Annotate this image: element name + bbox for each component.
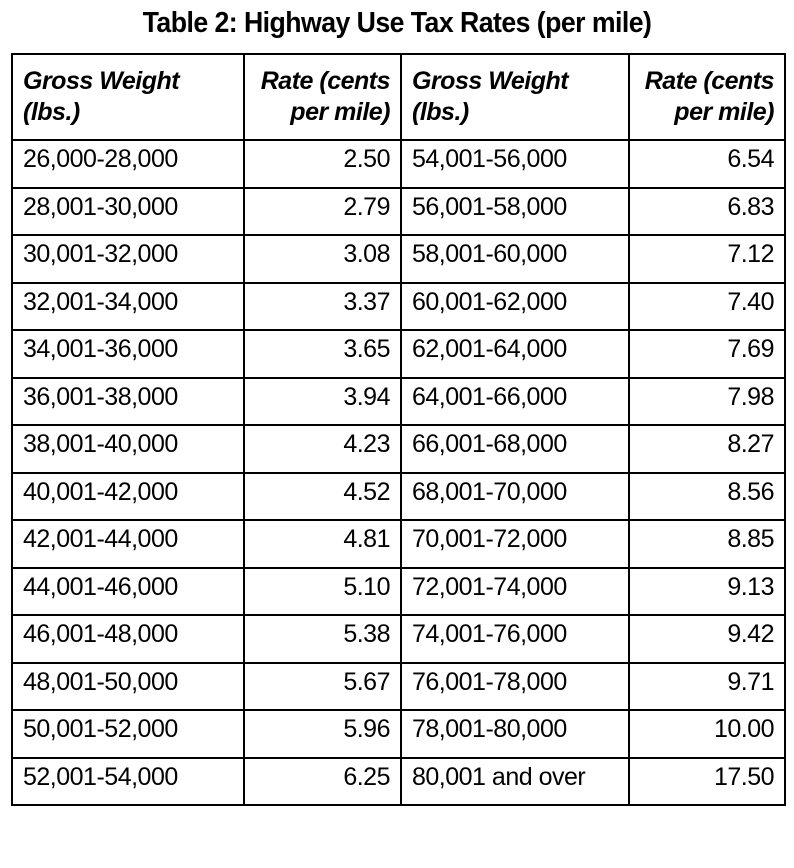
rate-cell: 7.40 — [629, 283, 785, 331]
header-weight-line1: Gross Weight — [412, 67, 569, 95]
rate-cell: 7.98 — [629, 378, 785, 426]
rate-cell: 6.83 — [629, 188, 785, 236]
rate-cell: 5.67 — [244, 663, 401, 711]
gross-weight-cell: 56,001-58,000 — [401, 188, 629, 236]
table-row — [12, 615, 785, 663]
header-weight-line2: (lbs.) — [412, 98, 469, 126]
header-rate-left — [244, 54, 401, 140]
rate-cell: 5.10 — [244, 568, 401, 616]
gross-weight-cell: 36,001-38,000 — [12, 378, 244, 426]
rate-cell: 8.85 — [629, 520, 785, 568]
gross-weight-cell: 32,001-34,000 — [12, 283, 244, 331]
table-row — [12, 378, 785, 426]
tax-rate-table — [11, 53, 786, 806]
gross-weight-cell: 40,001-42,000 — [12, 473, 244, 521]
rate-cell: 9.13 — [629, 568, 785, 616]
header-rate-line2: per mile) — [290, 98, 390, 126]
gross-weight-cell: 64,001-66,000 — [401, 378, 629, 426]
rate-cell: 3.65 — [244, 330, 401, 378]
gross-weight-cell: 76,001-78,000 — [401, 663, 629, 711]
gross-weight-cell: 66,001-68,000 — [401, 425, 629, 473]
header-rate-line1: Rate (cents — [260, 67, 390, 95]
gross-weight-cell: 54,001-56,000 — [401, 140, 629, 188]
gross-weight-cell: 60,001-62,000 — [401, 283, 629, 331]
gross-weight-cell: 44,001-46,000 — [12, 568, 244, 616]
gross-weight-cell: 70,001-72,000 — [401, 520, 629, 568]
gross-weight-cell: 30,001-32,000 — [12, 235, 244, 283]
header-row — [12, 54, 785, 140]
table-header — [12, 54, 785, 140]
table-row — [12, 188, 785, 236]
gross-weight-cell: 46,001-48,000 — [12, 615, 244, 663]
rate-cell: 8.56 — [629, 473, 785, 521]
header-rate-line2: per mile) — [674, 98, 774, 126]
header-weight-line1: Gross Weight — [23, 67, 180, 95]
rate-cell: 5.38 — [244, 615, 401, 663]
rate-cell: 2.50 — [244, 140, 401, 188]
rate-cell: 2.79 — [244, 188, 401, 236]
gross-weight-cell: 74,001-76,000 — [401, 615, 629, 663]
table-row — [12, 520, 785, 568]
rate-cell: 3.08 — [244, 235, 401, 283]
gross-weight-cell: 38,001-40,000 — [12, 425, 244, 473]
gross-weight-cell: 78,001-80,000 — [401, 710, 629, 758]
table-row — [12, 710, 785, 758]
rate-cell: 4.23 — [244, 425, 401, 473]
gross-weight-cell: 42,001-44,000 — [12, 520, 244, 568]
gross-weight-cell: 48,001-50,000 — [12, 663, 244, 711]
table-row — [12, 425, 785, 473]
gross-weight-cell: 80,001 and over — [401, 758, 629, 806]
gross-weight-cell: 72,001-74,000 — [401, 568, 629, 616]
table-row — [12, 758, 785, 806]
gross-weight-cell: 62,001-64,000 — [401, 330, 629, 378]
rate-cell: 9.42 — [629, 615, 785, 663]
rate-cell: 7.69 — [629, 330, 785, 378]
header-rate-right — [629, 54, 785, 140]
table-row — [12, 235, 785, 283]
gross-weight-cell: 28,001-30,000 — [12, 188, 244, 236]
rate-cell: 4.81 — [244, 520, 401, 568]
rate-cell: 8.27 — [629, 425, 785, 473]
rate-cell: 6.25 — [244, 758, 401, 806]
table-body — [12, 140, 785, 805]
table-row — [12, 663, 785, 711]
header-gross-weight-right — [401, 54, 629, 140]
gross-weight-cell: 34,001-36,000 — [12, 330, 244, 378]
header-weight-line2: (lbs.) — [23, 98, 80, 126]
rate-cell: 17.50 — [629, 758, 785, 806]
gross-weight-cell: 68,001-70,000 — [401, 473, 629, 521]
table-row — [12, 140, 785, 188]
rate-cell: 5.96 — [244, 710, 401, 758]
table-title: Table 2: Highway Use Tax Rates (per mile) — [142, 7, 652, 39]
rate-cell: 3.94 — [244, 378, 401, 426]
gross-weight-cell: 52,001-54,000 — [12, 758, 244, 806]
rate-cell: 3.37 — [244, 283, 401, 331]
rate-cell: 6.54 — [629, 140, 785, 188]
table-row — [12, 568, 785, 616]
rate-cell: 4.52 — [244, 473, 401, 521]
rate-cell: 9.71 — [629, 663, 785, 711]
header-gross-weight-left — [12, 54, 244, 140]
table-row — [12, 283, 785, 331]
table-row — [12, 330, 785, 378]
header-rate-line1: Rate (cents — [644, 67, 774, 95]
gross-weight-cell: 26,000-28,000 — [12, 140, 244, 188]
table-row — [12, 473, 785, 521]
gross-weight-cell: 50,001-52,000 — [12, 710, 244, 758]
rate-cell: 10.00 — [629, 710, 785, 758]
rate-cell: 7.12 — [629, 235, 785, 283]
gross-weight-cell: 58,001-60,000 — [401, 235, 629, 283]
